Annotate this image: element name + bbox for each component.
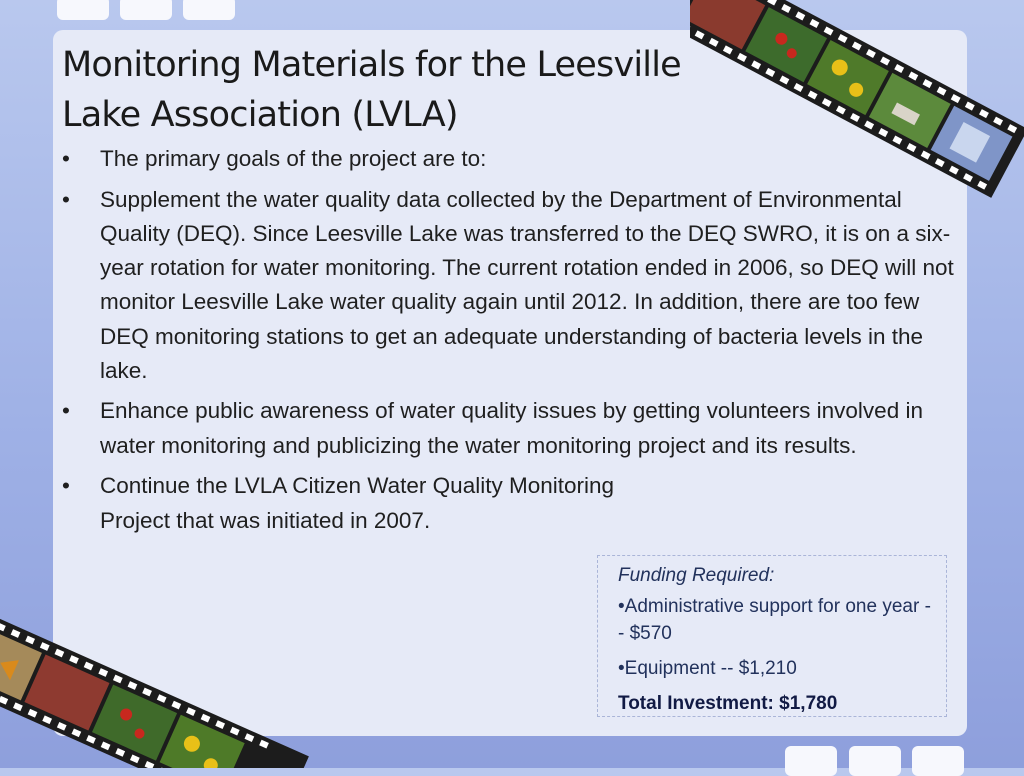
bullet-item — [62, 469, 962, 537]
top-tab-2 — [120, 0, 172, 20]
slide-title-line2: Lake Association (LVLA) — [62, 95, 458, 135]
bullet-item — [62, 142, 962, 176]
bullet-text: Supplement the water quality data collected by the Department of Environmental Quality (DEQ). Since Leesville Lake was transferred to the DEQ SWRO, it is on a six-year rotation for water monitoring. The current rotation ended in 2006, so DEQ will not monitor Leesville Lake water quality again until 2012. In addition, there are too few DEQ monitoring stations to get an adequate understanding of bacteria levels in the lake. — [100, 187, 954, 383]
funding-total: Total Investment: $1,780 — [618, 690, 936, 717]
slide-title-line1: Monitoring Materials for the Leesville — [62, 45, 681, 85]
bottom-tab-1 — [785, 746, 837, 776]
bullet-item — [62, 394, 962, 462]
slide-title — [62, 40, 762, 140]
bullet-text: The primary goals of the project are to: — [100, 146, 486, 171]
funding-item-admin: •Administrative support for one year -- $570 — [618, 593, 936, 647]
bullet-list — [62, 142, 962, 544]
bullet-text: Enhance public awareness of water quality issues by getting volunteers involved in water monitoring and publicizing the water monitoring project and its results. — [100, 398, 923, 457]
funding-heading: Funding Required: — [618, 562, 936, 589]
funding-box — [597, 555, 947, 717]
bullet-item — [62, 183, 962, 388]
top-tab-1 — [57, 0, 109, 20]
bottom-tab-2 — [849, 746, 901, 776]
bottom-tab-3 — [912, 746, 964, 776]
bullet-marker: • — [62, 183, 82, 217]
top-tab-3 — [183, 0, 235, 20]
film-strip-bottom-left — [0, 590, 320, 768]
bullet-text: Continue the LVLA Citizen Water Quality Monitoring Project that was initiated in 2007. — [100, 473, 614, 532]
bullet-marker: • — [62, 394, 82, 428]
bullet-marker: • — [62, 142, 82, 176]
bullet-marker: • — [62, 469, 82, 503]
funding-item-equipment: •Equipment -- $1,210 — [618, 655, 936, 682]
